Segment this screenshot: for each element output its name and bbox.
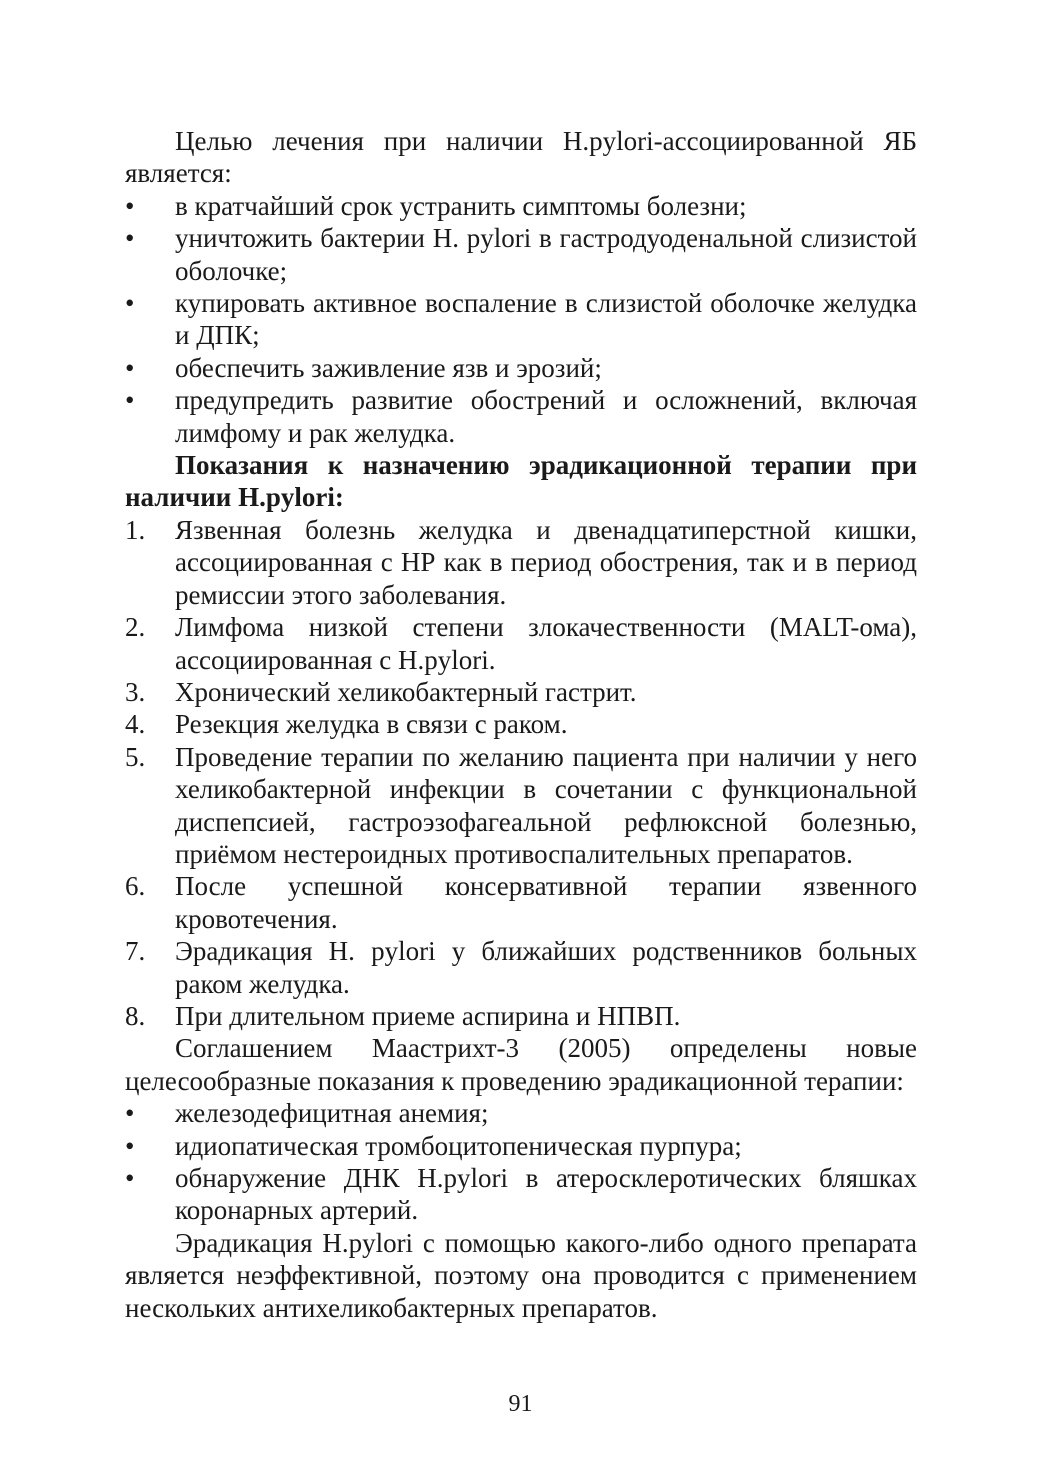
indication-item bbox=[125, 514, 917, 611]
indications-heading: Показания к назначению эрадикационной терапии при наличии H.pylori: bbox=[125, 450, 917, 513]
conclusion-paragraph: Эрадикация H.pylori с помощью какого-либо одного препарата является неэффективной, поэтому она проводится с применением нескольких антихеликобактерных препаратов. bbox=[125, 1227, 917, 1323]
indication-number: 1. bbox=[125, 514, 146, 545]
bullet-marker: • bbox=[125, 1163, 135, 1193]
indication-text: При длительном приеме аспирина и НПВП. bbox=[175, 1000, 681, 1031]
new-indications-list bbox=[125, 1097, 917, 1227]
page-number: 91 bbox=[508, 1391, 533, 1417]
indication-number: 6. bbox=[125, 871, 146, 902]
indication-number: 7. bbox=[125, 936, 146, 967]
new-indication-text: обнаружение ДНК H.pylori в атеросклеротических бляшках коронарных артерий. bbox=[175, 1163, 917, 1226]
goal-text: купировать активное воспаление в слизистой оболочке желудка и ДПК; bbox=[175, 288, 917, 351]
indication-number: 4. bbox=[125, 709, 146, 740]
bullet-marker: • bbox=[125, 1098, 135, 1129]
bullet-marker: • bbox=[125, 1130, 135, 1161]
goal-item bbox=[125, 287, 917, 352]
goal-item bbox=[125, 222, 917, 287]
indication-text: Проведение терапии по желанию пациента при наличии у него хеликобактерной инфекции в сочетании с функциональной диспепсией, гастроэзофагеальной рефлюксной болезнью, приёмом нестероидных противоспалительных препаратов. bbox=[175, 741, 917, 869]
new-indication-item bbox=[125, 1097, 917, 1129]
indication-item bbox=[125, 741, 917, 871]
goal-text: обеспечить заживление язв и эрозий; bbox=[175, 352, 602, 383]
indication-number: 2. bbox=[125, 612, 146, 643]
new-indication-item bbox=[125, 1130, 917, 1162]
goal-text: уничтожить бактерии H. pylori в гастродуоденальной слизистой оболочке; bbox=[175, 223, 917, 286]
indications-list bbox=[125, 514, 917, 1033]
goal-item bbox=[125, 384, 917, 449]
indication-number: 8. bbox=[125, 1000, 146, 1031]
bullet-marker: • bbox=[125, 190, 135, 221]
indication-item bbox=[125, 611, 917, 676]
intro-paragraph: Целью лечения при наличии H.pylori-ассоциированной ЯБ является: bbox=[125, 126, 917, 189]
goal-item bbox=[125, 352, 917, 384]
bullet-marker: • bbox=[125, 223, 135, 254]
goals-list bbox=[125, 190, 917, 449]
indication-text: Эрадикация H. pylori у ближайших родственников больных раком желудка. bbox=[175, 936, 917, 999]
indication-text: После успешной консервативной терапии язвенного кровотечения. bbox=[175, 871, 917, 934]
bullet-marker: • bbox=[125, 288, 135, 319]
indication-item bbox=[125, 935, 917, 1000]
indication-item bbox=[125, 1000, 917, 1032]
indication-text: Резекция желудка в связи с раком. bbox=[175, 709, 568, 740]
new-indication-text: идиопатическая тромбоцитопеническая пурпура; bbox=[175, 1130, 742, 1161]
bullet-marker: • bbox=[125, 385, 135, 416]
indication-item bbox=[125, 708, 917, 740]
new-indication-text: железодефицитная анемия; bbox=[175, 1098, 489, 1129]
indication-number: 3. bbox=[125, 676, 146, 707]
goal-item bbox=[125, 190, 917, 222]
new-indication-item bbox=[125, 1162, 917, 1227]
indication-text: Хронический хеликобактерный гастрит. bbox=[175, 676, 637, 707]
indication-item bbox=[125, 870, 917, 935]
indication-text: Лимфома низкой степени злокачественности (MALT-ома), ассоциированная с H.pylori. bbox=[175, 612, 917, 675]
indication-number: 5. bbox=[125, 741, 146, 772]
indication-text: Язвенная болезнь желудка и двенадцатиперстной кишки, ассоциированная с НР как в период обострения, так и в период ремиссии этого заболевания. bbox=[175, 514, 917, 610]
goal-text: в кратчайший срок устранить симптомы болезни; bbox=[175, 190, 747, 221]
page-body bbox=[125, 125, 917, 1324]
bullet-marker: • bbox=[125, 352, 135, 383]
maastricht-paragraph: Соглашением Маастрихт-3 (2005) определены новые целесообразные показания к проведению эрадикационной терапии: bbox=[125, 1033, 917, 1096]
indication-item bbox=[125, 676, 917, 708]
goal-text: предупредить развитие обострений и осложнений, включая лимфому и рак желудка. bbox=[175, 385, 917, 448]
